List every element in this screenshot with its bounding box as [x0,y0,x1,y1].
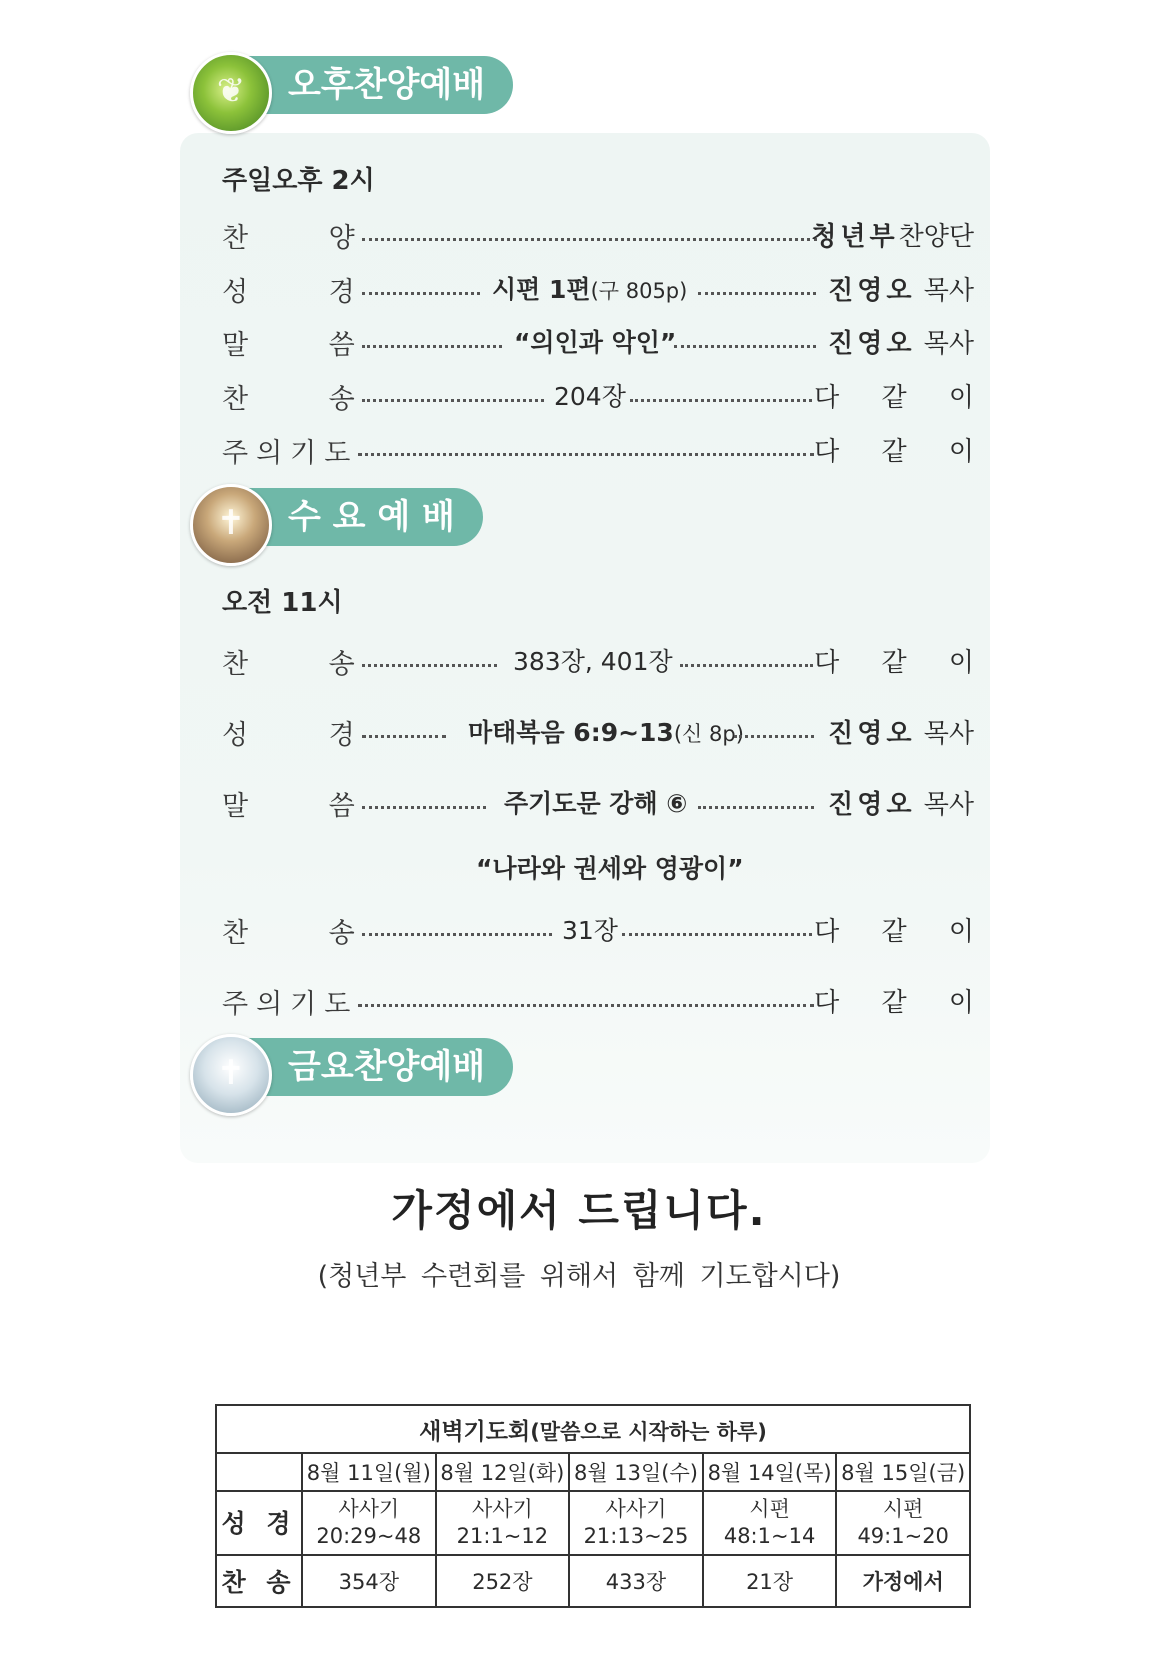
hymn-cell: 252장 [436,1555,570,1607]
leader-role: 목사 [915,329,974,359]
row-label: 주의기도 [222,989,359,1020]
scripture-page: (구 805p) [590,279,688,303]
candle-icon: ✝ [190,484,272,566]
bible-ref: 21:1~12 [456,1524,549,1548]
leader-name: 진영오 [828,276,916,306]
friday-worship-title: 금요찬양예배 [246,1038,513,1096]
corner-cell [216,1453,302,1491]
bible-book: 시편 [882,1497,924,1521]
bible-book: 사사기 [338,1497,400,1521]
leader-role: 찬양단 [898,222,974,252]
afternoon-row-sermon [222,323,974,363]
date-cell: 8월 14일(목) [703,1453,837,1491]
dawn-prayer-title-sub: (말씀으로 시작하는 하루) [530,1419,767,1444]
row-leader: 다 같 이 [814,437,974,467]
dotted-leader [362,664,497,667]
dotted-leader [362,933,552,936]
wednesday-row-lords-prayer [222,982,974,1022]
afternoon-row-lords-prayer [222,431,974,471]
dotted-leader [622,933,812,936]
bible-ref: 20:29~48 [316,1524,422,1548]
bible-row [216,1491,970,1555]
row-leader: 다 같 이 [814,648,974,678]
dotted-leader [358,1004,814,1007]
hymn-number: 383장, 401장 [513,647,673,676]
scripture-passage: 시편 1편 [492,275,591,304]
dawn-prayer-table [215,1404,971,1608]
dotted-leader [698,806,814,809]
dawn-prayer-title [216,1405,970,1453]
hymn-cell: 354장 [302,1555,436,1607]
row-leader: 다 같 이 [814,917,974,947]
sermon-title-text: “의인과 악인” [514,328,677,357]
dotted-leader [362,292,480,295]
dotted-leader [698,292,816,295]
row-label: 주의기도 [222,438,359,469]
bible-cell [836,1491,970,1555]
dotted-leader [362,238,817,241]
row-label: 찬 송 [222,384,355,415]
dotted-leader [362,735,446,738]
date-cell: 8월 11일(월) [302,1453,436,1491]
row-leader [828,784,974,821]
afternoon-row-praise [222,216,974,256]
hymn-row-header: 찬 송 [216,1555,302,1607]
bible-cell [569,1491,703,1555]
row-label: 찬 송 [222,649,355,680]
afternoon-worship-title: 오후찬양예배 [246,56,513,114]
leader-name: 청년부 [811,222,899,252]
bible-cell [436,1491,570,1555]
dotted-leader [362,806,486,809]
leader-role: 목사 [915,276,974,306]
scripture-page: (신 8p) [673,722,744,746]
date-cell: 8월 13일(수) [569,1453,703,1491]
cross-icon: ✝ [190,1034,272,1116]
bible-ref: 21:13~25 [583,1524,689,1548]
row-label: 말 씀 [222,330,355,361]
sermon-title [514,323,676,359]
wednesday-time: 오전 11시 [222,588,343,618]
bible-book: 사사기 [605,1497,667,1521]
wednesday-row-closing-hymn [222,911,974,951]
home-notice-subtitle: (청년부 수련회를 위해서 함께 기도합시다) [317,1261,841,1292]
bible-book: 시편 [749,1497,790,1521]
hymn-cell: 가정에서 [836,1555,970,1607]
date-cell: 8월 12일(화) [436,1453,570,1491]
dotted-leader [630,399,812,402]
bible-ref: 48:1~14 [723,1524,816,1548]
row-label: 찬 양 [222,223,355,254]
wednesday-row-hymn [222,642,974,682]
sermon-subtitle: “나라와 권세와 영광이” [476,854,744,883]
dotted-leader [680,664,813,667]
home-notice-title: 가정에서 드립니다. [391,1186,767,1235]
hymn-cell: 433장 [569,1555,703,1607]
bible-cell [703,1491,837,1555]
dotted-leader [674,345,816,348]
afternoon-row-scripture [222,270,974,310]
fern-leaf-icon: ❦ [190,52,272,134]
sermon-title-text: 주기도문 강해 ⑥ [504,789,688,818]
leader-role: 목사 [915,790,974,820]
row-leader: 다 같 이 [814,383,974,413]
afternoon-time: 주일오후 2시 [222,166,375,196]
wednesday-worship-title: 수 요 예 배 [246,488,483,546]
hymn-row [216,1555,970,1607]
leader-role: 목사 [915,719,974,749]
leader-name: 진영오 [828,790,916,820]
row-leader [828,713,974,750]
leader-name: 진영오 [828,719,916,749]
afternoon-row-hymn [222,377,974,417]
bible-row-header: 성 경 [216,1491,302,1555]
row-leader [828,323,974,360]
hymn-number: 31장 [562,916,618,945]
dotted-leader [734,735,814,738]
bible-ref: 49:1~20 [857,1524,949,1548]
row-label: 말 씀 [222,791,355,822]
scripture-passage: 마태복음 6:9~13 [468,718,674,747]
row-label: 찬 송 [222,918,355,949]
scripture-reference [468,713,744,749]
bible-cell [302,1491,436,1555]
dotted-leader [358,453,814,456]
dotted-leader [362,345,502,348]
dotted-leader [362,399,544,402]
row-leader [811,216,974,253]
sermon-title [504,784,687,820]
hymn-cell: 21장 [703,1555,837,1607]
row-label: 성 경 [222,277,355,308]
bible-book: 사사기 [471,1497,533,1521]
row-leader: 다 같 이 [814,988,974,1018]
date-cell: 8월 15일(금) [836,1453,970,1491]
wednesday-row-scripture [222,713,974,753]
wednesday-row-sermon [222,784,974,824]
hymn-number: 204장 [554,382,626,411]
row-leader [828,270,974,307]
scripture-reference [492,270,687,306]
dawn-prayer-title-main: 새벽기도회 [419,1418,531,1445]
leader-name: 진영오 [828,329,916,359]
row-label: 성 경 [222,720,355,751]
date-row [216,1453,970,1491]
